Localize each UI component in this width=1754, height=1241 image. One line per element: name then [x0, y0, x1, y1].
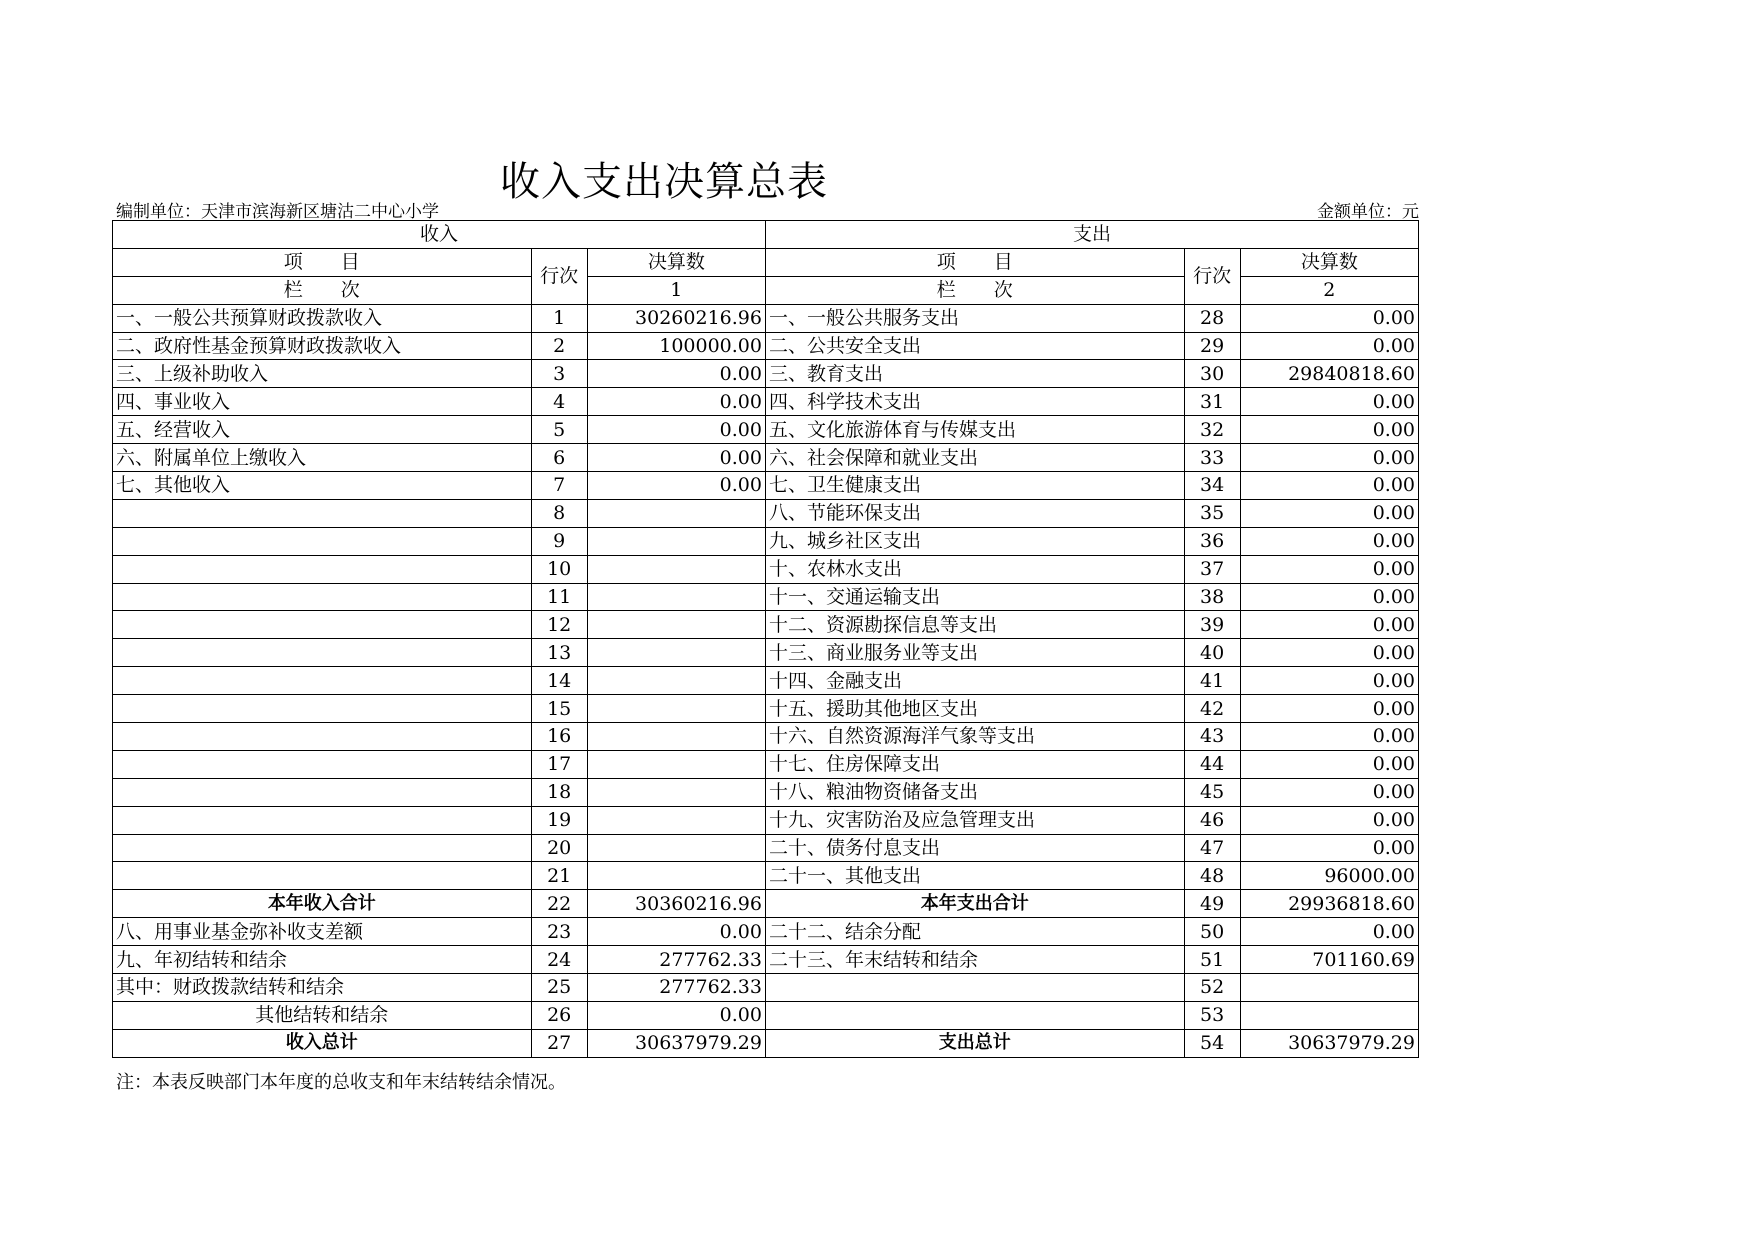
income-amount-cell: 0.00 — [587, 360, 765, 388]
table-row — [113, 778, 1419, 806]
expense-amount-cell: 0.00 — [1240, 806, 1418, 834]
table-row — [113, 583, 1419, 611]
expense-amount-cell: 29840818.60 — [1240, 360, 1418, 388]
income-rowno-cell: 14 — [531, 667, 587, 695]
income-rowno-cell: 15 — [531, 695, 587, 723]
expense-amount-cell: 0.00 — [1240, 416, 1418, 444]
expense-rowno-cell: 39 — [1184, 611, 1240, 639]
income-item-cell: 二、政府性基金预算财政拨款收入 — [113, 332, 532, 360]
table-row — [113, 946, 1419, 974]
income-rowno-header: 行次 — [531, 248, 587, 304]
expense-rowno-cell: 48 — [1184, 862, 1240, 890]
expense-amount-cell: 0.00 — [1240, 639, 1418, 667]
income-rowno-cell: 17 — [531, 750, 587, 778]
income-item-cell — [113, 555, 532, 583]
table-row — [113, 695, 1419, 723]
income-rowno-cell: 11 — [531, 583, 587, 611]
income-rowno-cell: 3 — [531, 360, 587, 388]
income-item-cell — [113, 527, 532, 555]
expense-column-label: 栏 次 — [765, 276, 1184, 304]
table-row — [113, 416, 1419, 444]
income-amount-cell — [587, 611, 765, 639]
expense-amount-cell: 0.00 — [1240, 472, 1418, 500]
table-row — [113, 472, 1419, 500]
income-amount-cell — [587, 750, 765, 778]
expense-item-cell: 十九、灾害防治及应急管理支出 — [765, 806, 1184, 834]
income-item-cell: 六、附属单位上缴收入 — [113, 444, 532, 472]
expense-rowno-cell: 40 — [1184, 639, 1240, 667]
currency-unit: 金额单位：元 — [1317, 202, 1419, 222]
income-amount-cell: 0.00 — [587, 472, 765, 500]
income-rowno-cell: 2 — [531, 332, 587, 360]
income-amount-cell: 277762.33 — [587, 946, 765, 974]
expense-rowno-cell: 53 — [1184, 1001, 1240, 1029]
expense-amount-cell: 0.00 — [1240, 444, 1418, 472]
income-rowno-cell: 27 — [531, 1029, 587, 1057]
expense-amount-cell: 96000.00 — [1240, 862, 1418, 890]
expense-amount-cell: 0.00 — [1240, 750, 1418, 778]
income-item-cell: 九、年初结转和结余 — [113, 946, 532, 974]
income-amount-cell: 0.00 — [587, 444, 765, 472]
expense-rowno-cell: 33 — [1184, 444, 1240, 472]
expense-rowno-cell: 37 — [1184, 555, 1240, 583]
expense-rowno-cell: 41 — [1184, 667, 1240, 695]
table-row — [113, 1029, 1419, 1057]
table-row — [113, 388, 1419, 416]
expense-rowno-cell: 44 — [1184, 750, 1240, 778]
income-amount-cell — [587, 499, 765, 527]
expense-item-cell: 二十、债务付息支出 — [765, 834, 1184, 862]
income-column-label: 栏 次 — [113, 276, 532, 304]
expense-rowno-cell: 47 — [1184, 834, 1240, 862]
income-item-cell: 收入总计 — [113, 1029, 532, 1057]
income-rowno-cell: 18 — [531, 778, 587, 806]
income-rowno-cell: 5 — [531, 416, 587, 444]
table-row — [113, 527, 1419, 555]
income-rowno-cell: 10 — [531, 555, 587, 583]
income-amount-cell: 30360216.96 — [587, 890, 765, 918]
income-item-cell — [113, 639, 532, 667]
income-item-cell — [113, 723, 532, 751]
income-item-cell — [113, 750, 532, 778]
expense-rowno-cell: 51 — [1184, 946, 1240, 974]
expense-item-cell: 四、科学技术支出 — [765, 388, 1184, 416]
income-item-cell: 本年收入合计 — [113, 890, 532, 918]
expense-amount-cell — [1240, 1001, 1418, 1029]
expense-rowno-cell: 54 — [1184, 1029, 1240, 1057]
income-amount-cell — [587, 667, 765, 695]
table-row — [113, 918, 1419, 946]
expense-amount-cell: 0.00 — [1240, 304, 1418, 332]
expense-item-header: 项 目 — [765, 248, 1184, 276]
table-row — [113, 555, 1419, 583]
expense-amount-cell: 0.00 — [1240, 723, 1418, 751]
expense-item-cell — [765, 1001, 1184, 1029]
income-rowno-cell: 26 — [531, 1001, 587, 1029]
expense-item-cell: 六、社会保障和就业支出 — [765, 444, 1184, 472]
expense-item-cell: 本年支出合计 — [765, 890, 1184, 918]
expense-rowno-cell: 30 — [1184, 360, 1240, 388]
income-rowno-cell: 7 — [531, 472, 587, 500]
expense-item-cell: 十、农林水支出 — [765, 555, 1184, 583]
expense-amount-cell: 701160.69 — [1240, 946, 1418, 974]
table-row — [113, 304, 1419, 332]
income-item-cell: 八、用事业基金弥补收支差额 — [113, 918, 532, 946]
income-rowno-cell: 21 — [531, 862, 587, 890]
income-rowno-cell: 8 — [531, 499, 587, 527]
expense-amount-cell: 0.00 — [1240, 695, 1418, 723]
expense-item-cell: 十六、自然资源海洋气象等支出 — [765, 723, 1184, 751]
income-rowno-cell: 9 — [531, 527, 587, 555]
income-item-cell — [113, 862, 532, 890]
expense-item-cell: 二十三、年末结转和结余 — [765, 946, 1184, 974]
income-amount-cell — [587, 862, 765, 890]
expense-rowno-cell: 34 — [1184, 472, 1240, 500]
income-item-cell: 其中：财政拨款结转和结余 — [113, 974, 532, 1002]
expense-amount-cell: 30637979.29 — [1240, 1029, 1418, 1057]
reporting-unit: 编制单位：天津市滨海新区塘沽二中心小学 — [116, 202, 439, 222]
expense-rowno-cell: 28 — [1184, 304, 1240, 332]
income-item-cell: 四、事业收入 — [113, 388, 532, 416]
expense-item-cell: 五、文化旅游体育与传媒支出 — [765, 416, 1184, 444]
table-row — [113, 750, 1419, 778]
income-rowno-cell: 25 — [531, 974, 587, 1002]
income-item-cell — [113, 834, 532, 862]
income-amount-cell: 30260216.96 — [587, 304, 765, 332]
table-row — [113, 667, 1419, 695]
income-amount-cell — [587, 527, 765, 555]
income-column-no: 1 — [587, 276, 765, 304]
income-amount-cell — [587, 834, 765, 862]
income-rowno-cell: 20 — [531, 834, 587, 862]
table-row — [113, 639, 1419, 667]
expense-item-cell: 八、节能环保支出 — [765, 499, 1184, 527]
expense-item-cell: 十一、交通运输支出 — [765, 583, 1184, 611]
expense-rowno-cell: 50 — [1184, 918, 1240, 946]
expense-amount-cell: 0.00 — [1240, 527, 1418, 555]
income-amount-cell — [587, 778, 765, 806]
expense-item-cell: 九、城乡社区支出 — [765, 527, 1184, 555]
expense-rowno-cell: 38 — [1184, 583, 1240, 611]
income-amount-cell: 0.00 — [587, 416, 765, 444]
expense-column-no: 2 — [1240, 276, 1418, 304]
income-amount-cell — [587, 695, 765, 723]
expense-rowno-cell: 35 — [1184, 499, 1240, 527]
expense-amount-cell: 0.00 — [1240, 667, 1418, 695]
expense-item-cell: 十七、住房保障支出 — [765, 750, 1184, 778]
expense-rowno-cell: 43 — [1184, 723, 1240, 751]
expense-rowno-cell: 29 — [1184, 332, 1240, 360]
expense-rowno-header: 行次 — [1184, 248, 1240, 304]
expense-amount-cell: 0.00 — [1240, 583, 1418, 611]
expense-amount-cell: 29936818.60 — [1240, 890, 1418, 918]
summary-table — [112, 220, 1419, 1058]
expense-amount-header: 决算数 — [1240, 248, 1418, 276]
income-rowno-cell: 23 — [531, 918, 587, 946]
expense-amount-cell: 0.00 — [1240, 499, 1418, 527]
table-row — [113, 862, 1419, 890]
expense-amount-cell: 0.00 — [1240, 611, 1418, 639]
table-row — [113, 806, 1419, 834]
expense-rowno-cell: 45 — [1184, 778, 1240, 806]
income-amount-cell: 0.00 — [587, 388, 765, 416]
expense-rowno-cell: 32 — [1184, 416, 1240, 444]
income-rowno-cell: 12 — [531, 611, 587, 639]
table-row — [113, 360, 1419, 388]
income-item-header: 项 目 — [113, 248, 532, 276]
expense-rowno-cell: 36 — [1184, 527, 1240, 555]
income-item-cell — [113, 806, 532, 834]
income-rowno-cell: 22 — [531, 890, 587, 918]
income-item-cell — [113, 667, 532, 695]
income-rowno-cell: 6 — [531, 444, 587, 472]
expense-item-cell: 一、一般公共服务支出 — [765, 304, 1184, 332]
expense-item-cell: 二、公共安全支出 — [765, 332, 1184, 360]
income-item-cell — [113, 611, 532, 639]
income-item-cell — [113, 778, 532, 806]
income-rowno-cell: 4 — [531, 388, 587, 416]
page-title: 收入支出决算总表 — [500, 159, 828, 205]
table-row — [113, 974, 1419, 1002]
column-header-row — [113, 248, 1419, 276]
table-row — [113, 444, 1419, 472]
expense-item-cell — [765, 974, 1184, 1002]
income-item-cell: 七、其他收入 — [113, 472, 532, 500]
income-amount-cell — [587, 555, 765, 583]
income-amount-cell: 30637979.29 — [587, 1029, 765, 1057]
income-amount-header: 决算数 — [587, 248, 765, 276]
expense-amount-cell: 0.00 — [1240, 778, 1418, 806]
expense-item-cell: 支出总计 — [765, 1029, 1184, 1057]
expense-amount-cell: 0.00 — [1240, 388, 1418, 416]
expense-item-cell: 十八、粮油物资储备支出 — [765, 778, 1184, 806]
income-amount-cell: 0.00 — [587, 1001, 765, 1029]
income-item-cell: 三、上级补助收入 — [113, 360, 532, 388]
income-item-cell: 其他结转和结余 — [113, 1001, 532, 1029]
expense-item-cell: 十三、商业服务业等支出 — [765, 639, 1184, 667]
expense-item-cell: 二十一、其他支出 — [765, 862, 1184, 890]
income-rowno-cell: 1 — [531, 304, 587, 332]
expense-rowno-cell: 52 — [1184, 974, 1240, 1002]
footnote: 注：本表反映部门本年度的总收支和年末结转结余情况。 — [116, 1072, 566, 1093]
section-header-row — [113, 221, 1419, 249]
expense-section-header: 支出 — [765, 221, 1418, 249]
income-rowno-cell: 24 — [531, 946, 587, 974]
table-row — [113, 332, 1419, 360]
expense-rowno-cell: 46 — [1184, 806, 1240, 834]
table-row — [113, 723, 1419, 751]
table-row — [113, 499, 1419, 527]
expense-amount-cell — [1240, 974, 1418, 1002]
income-rowno-cell: 13 — [531, 639, 587, 667]
expense-amount-cell: 0.00 — [1240, 834, 1418, 862]
income-rowno-cell: 19 — [531, 806, 587, 834]
income-amount-cell: 0.00 — [587, 918, 765, 946]
income-rowno-cell: 16 — [531, 723, 587, 751]
income-amount-cell — [587, 583, 765, 611]
table-row — [113, 834, 1419, 862]
income-item-cell — [113, 695, 532, 723]
income-amount-cell: 100000.00 — [587, 332, 765, 360]
income-amount-cell — [587, 806, 765, 834]
table-row — [113, 890, 1419, 918]
income-amount-cell — [587, 723, 765, 751]
expense-item-cell: 十四、金融支出 — [765, 667, 1184, 695]
expense-amount-cell: 0.00 — [1240, 555, 1418, 583]
income-section-header: 收入 — [113, 221, 766, 249]
expense-item-cell: 二十二、结余分配 — [765, 918, 1184, 946]
expense-item-cell: 十二、资源勘探信息等支出 — [765, 611, 1184, 639]
income-item-cell: 一、一般公共预算财政拨款收入 — [113, 304, 532, 332]
expense-rowno-cell: 49 — [1184, 890, 1240, 918]
income-item-cell — [113, 499, 532, 527]
expense-item-cell: 三、教育支出 — [765, 360, 1184, 388]
income-amount-cell — [587, 639, 765, 667]
income-item-cell — [113, 583, 532, 611]
expense-rowno-cell: 42 — [1184, 695, 1240, 723]
expense-amount-cell: 0.00 — [1240, 332, 1418, 360]
expense-amount-cell: 0.00 — [1240, 918, 1418, 946]
expense-item-cell: 七、卫生健康支出 — [765, 472, 1184, 500]
income-item-cell: 五、经营收入 — [113, 416, 532, 444]
table-row — [113, 1001, 1419, 1029]
expense-rowno-cell: 31 — [1184, 388, 1240, 416]
income-amount-cell: 277762.33 — [587, 974, 765, 1002]
table-row — [113, 611, 1419, 639]
expense-item-cell: 十五、援助其他地区支出 — [765, 695, 1184, 723]
